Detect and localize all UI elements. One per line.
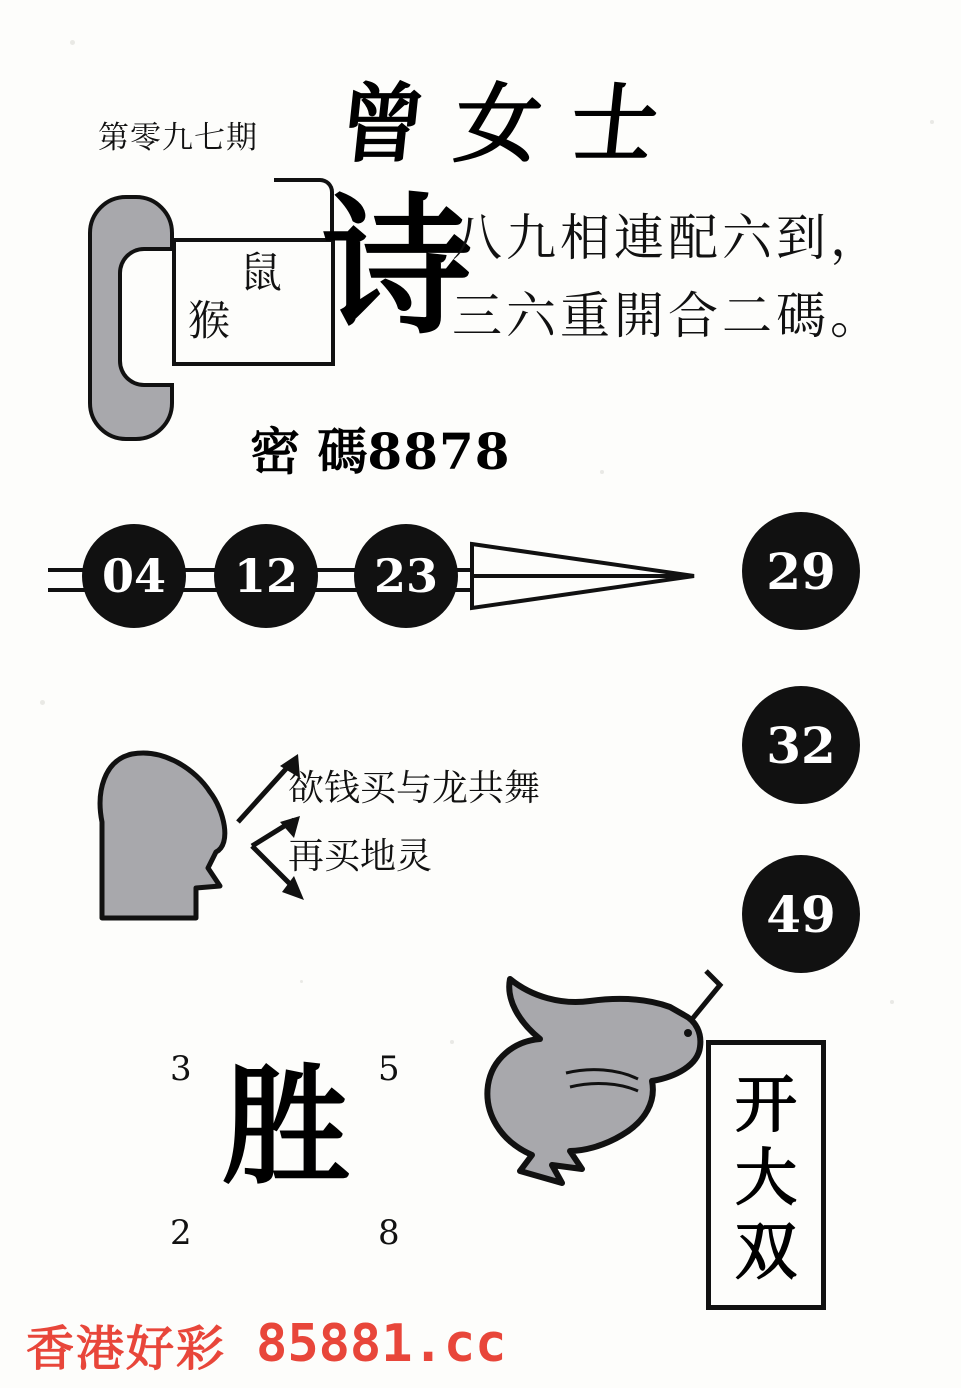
paper-speckle	[300, 980, 303, 983]
number-ball: 32	[742, 686, 860, 804]
zodiac-bottom: 猴	[188, 296, 231, 345]
paper-speckle	[890, 1000, 894, 1004]
number-ball: 49	[742, 855, 860, 973]
number-ball-row	[48, 510, 698, 640]
paper-speckle	[40, 700, 45, 705]
password-label: 密 碼	[250, 422, 368, 481]
corner-number-bottom-left: 2	[170, 1213, 192, 1253]
head-profile-icon	[92, 748, 252, 928]
speech-line-2: 再买地灵	[288, 836, 433, 877]
paper-speckle	[450, 1040, 454, 1044]
vertical-sign	[706, 1040, 826, 1310]
paper-speckle	[600, 470, 604, 474]
corner-number-bottom-right: 8	[378, 1213, 400, 1253]
number-ball: 12	[214, 524, 318, 628]
center-character: 胜	[222, 1052, 351, 1202]
sign-char-2: 大	[734, 1141, 797, 1215]
number-ball: 04	[82, 524, 186, 628]
paper-speckle	[930, 120, 934, 124]
arrow-icon	[468, 524, 698, 628]
site-name: 香港好彩	[26, 1320, 227, 1377]
zodiac-plaque	[166, 178, 336, 378]
sign-char-1: 开	[734, 1068, 797, 1142]
site-url: 85881.cc	[256, 1314, 507, 1374]
sign-char-3: 双	[734, 1214, 797, 1288]
corner-number-top-right: 5	[378, 1049, 400, 1089]
telephone-handset-icon	[88, 195, 168, 435]
corner-number-top-left: 3	[170, 1049, 192, 1089]
paper-speckle	[70, 40, 75, 45]
password-value: 8878	[367, 422, 511, 481]
poem-line-2: 三六重開合二碼。	[452, 286, 884, 345]
number-ball: 23	[354, 524, 458, 628]
zodiac-top: 鼠	[240, 248, 283, 297]
poem-line-1: 八九相連配六到，	[452, 209, 884, 267]
brand-title: 曾女士	[333, 74, 693, 175]
password-line	[250, 412, 511, 484]
speech-line-1: 欲钱买与龙共舞	[288, 768, 541, 809]
poem-text	[452, 200, 884, 355]
big-word: 诗	[322, 179, 473, 355]
issue-label: 第零九七期	[98, 120, 258, 156]
number-ball: 29	[742, 512, 860, 630]
footer-bar	[26, 1312, 926, 1376]
corner-number-group	[160, 1035, 420, 1265]
